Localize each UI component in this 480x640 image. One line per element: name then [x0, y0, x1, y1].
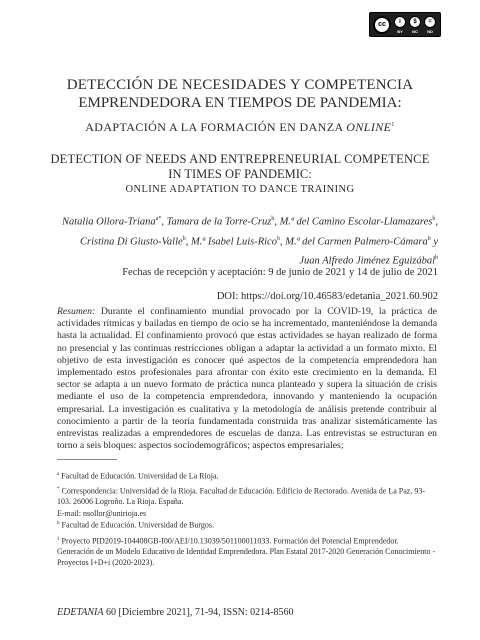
title-es-line1: DETECCIÓN DE NECESIDADES Y COMPETENCIA: [66, 77, 414, 93]
subtitle-es: [40, 118, 440, 134]
page-footer: [57, 606, 293, 619]
author-name: Juan Alfredo Jiménez Eguizábal: [299, 255, 435, 267]
footnote-text: Proyecto PID2019-104408GB-I00/AEI/10.13039/501100011033. Formación del Potencial Emprendedor. Generación de un Modelo Educativo de Identidad Emprendedora. Plan Estatal 2017-2020 Generación Conocimiento - Proyectos I+D+i (2020-2023).: [57, 536, 436, 568]
cc-nd-part: [424, 16, 436, 34]
footnote-divider: [57, 459, 117, 460]
author-affiliation: b: [271, 216, 275, 222]
author-affiliation: b: [276, 235, 280, 242]
footnote-correspondence: [57, 485, 437, 508]
author-name: Cristina Di Giusto-Valle: [80, 236, 183, 247]
title-en-line1: DETECTION OF NEEDS AND ENTREPRENEURIAL COMPETENCE: [50, 152, 430, 166]
abstract: [57, 306, 437, 452]
author-affiliation: b: [182, 235, 186, 242]
author-affiliation: b: [432, 216, 436, 222]
attribution-icon: i: [394, 16, 406, 28]
subtitle-es-main: ADAPTACIÓN A LA FORMACIÓN EN DANZA: [85, 120, 347, 134]
noderivatives-icon: =: [424, 16, 436, 28]
journal-name: EDETANIA: [57, 607, 104, 618]
footnote-mark: 1: [57, 537, 60, 542]
author-name: Natalia Ollora-Triana: [62, 216, 156, 228]
author-affiliation: b: [427, 235, 431, 242]
footnote-text: Facultad de Educación. Universidad de Burgos.: [59, 520, 214, 530]
author-name: M.ª Isabel Luis-Rico: [190, 236, 277, 247]
title-en-line2: IN TIMES OF PANDEMIC:: [168, 167, 312, 181]
abstract-text: Durante el confinamiento mundial provocado por la COVID-19, la práctica de actividades rítmicas y bailadas en tiempo de ocio se ha incrementado, manteniéndose la demanda hasta la actualidad. El confinamiento provocó que estas actividades se hayan realizado de forma no presencial y las continuas restricciones obligan a adaptar la actividad a un formato mixto. El objetivo de esta investigación es conocer qué aspectos de la competencia emprendedora han implementado estos profesionales para afrontar con éxito este crecimiento en la demanda. El sector se adapta a un nuevo formato de práctica nunca planteado y supera la situación de crisis mediante el uso de la competencia emprendedora, innovando y manteniendo la ocupación empresarial. La investigación es cualitativa y la metodología de análisis pretende contribuir al conocimiento a partir de la teoría fundamentada construida tras analizar sistemáticamente las entrevistas realizadas a emprendedores de escuelas de danza. Las entrevistas se estructuran en torno a seis bloques: aspectos sociodemográficos; aspectos empresariales;: [57, 306, 437, 452]
footnote-affiliation-b: [57, 519, 437, 531]
cc-icon: cc: [373, 16, 391, 34]
footnote-project: [57, 535, 437, 569]
cc-nd-label: ND: [427, 28, 433, 34]
footnote-email: E-mail: nsollor@unirioja.es: [57, 509, 147, 518]
footnote-affiliation-a: [57, 470, 437, 482]
author-name: M.ª del Carmen Palmero-Cámara: [285, 236, 428, 247]
footnote-text: Correspondencia: Universidad de la Rioja. Facultad de Educación. Edificio de Rectorado. Avenida de La Paz, 93-103. 26006 Logroño. La Rioja. España.: [57, 486, 426, 507]
author-affiliation: b: [435, 255, 438, 261]
cc-by-part: [394, 16, 406, 34]
footer-citation: 60 [Diciembre 2021], 71-94, ISSN: 0214-8560: [103, 607, 294, 618]
cc-by-label: BY: [397, 28, 403, 34]
footnote-mark: *: [57, 487, 60, 492]
subtitle-es-footnote-mark: 1: [391, 122, 395, 128]
footnote-text: Facultad de Educación. Universidad de La Rioja.: [59, 471, 219, 481]
abstract-label: Resumen:: [57, 306, 96, 317]
author-name: M.ª del Camino Escolar-Llamazares: [279, 216, 433, 228]
noncommercial-icon: $: [409, 16, 421, 28]
doi: DOI: https://doi.org/10.46583/edetania_2021.60.902: [216, 291, 438, 302]
subtitle-es-italic: ONLINE: [346, 120, 392, 134]
author-affiliation: a*: [155, 216, 162, 222]
subtitle-en: ONLINE ADAPTATION TO DANCE TRAINING: [125, 184, 355, 195]
title-es-line2: EMPRENDEDORA EN TIEMPOS DE PANDEMIA:: [78, 95, 402, 111]
footnote-mark: a: [57, 472, 60, 477]
author-name: Tamara de la Torre-Cruz: [166, 216, 272, 228]
cc-nc-part: [409, 16, 421, 34]
footnote-mark: b: [57, 521, 60, 526]
cc-license-badge: [369, 12, 441, 37]
cc-nc-label: NC: [412, 28, 418, 34]
received-accepted-dates: Fechas de recepción y aceptación: 9 de junio de 2021 y 14 de julio de 2021: [122, 267, 438, 278]
authors-line1: Natalia Ollora-Triana$^{a*}$, Tamara de la Torre-Cruz$^b$, M.ª del Camino Escolar-Llamazares$^b$, Cristina Di Giusto-Valle$^b$, M.ª Isabel Luis-Rico$^b$, M.ª del Carmen Palmero-Cámara$^b$ y Juan Alfredo Jiménez Eguizábal$^b$: [62, 216, 438, 267]
